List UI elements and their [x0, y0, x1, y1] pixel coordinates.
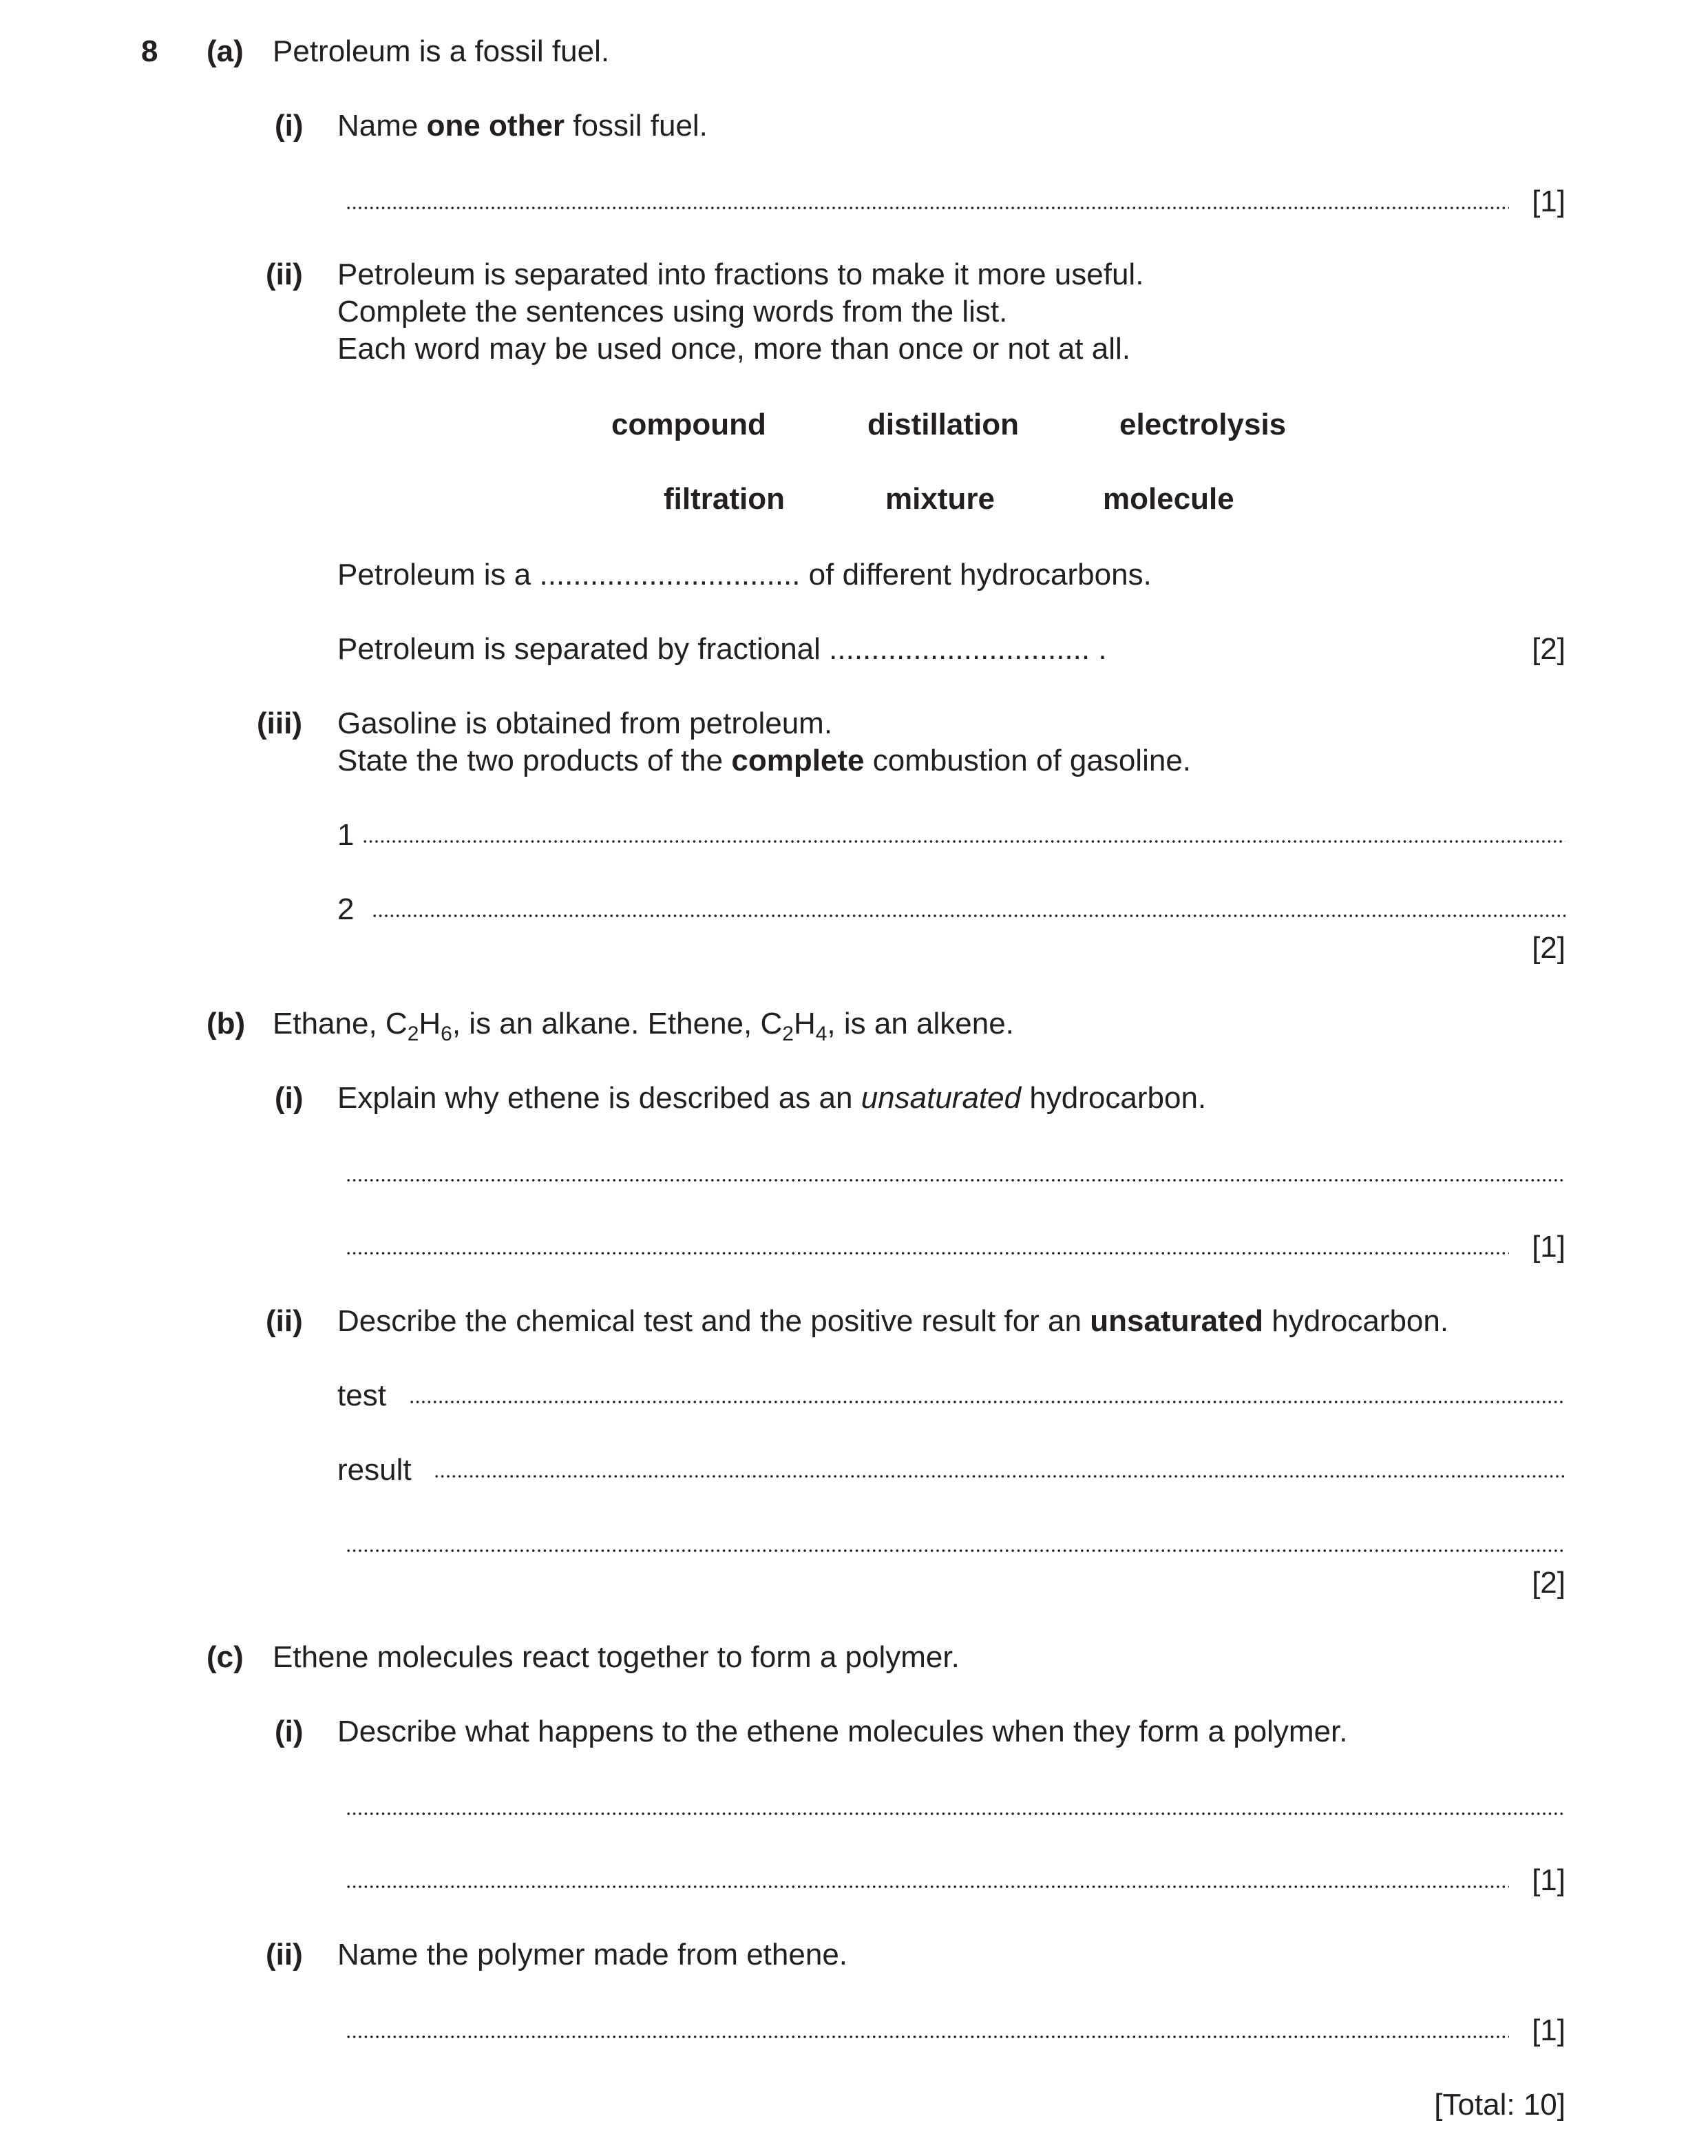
- word-distillation: distillation: [867, 408, 1019, 441]
- answer-line-test[interactable]: [409, 1399, 1565, 1405]
- answer-line-c-i-2[interactable]: [346, 1884, 1509, 1890]
- part-a-i-label: (i): [275, 109, 304, 143]
- part-a-stem: Petroleum is a fossil fuel.: [273, 34, 610, 68]
- part-b-ii-question: Describe the chemical test and the positive result for an unsaturated hydrocarbon.: [337, 1304, 1449, 1338]
- part-a-iii-line2: State the two products of the complete combustion of gasoline.: [337, 744, 1192, 777]
- mark-b-ii: [2]: [1532, 1566, 1565, 1600]
- part-c-stem: Ethene molecules react together to form a polymer.: [273, 1640, 960, 1674]
- mark-c-ii: [1]: [1532, 2013, 1565, 2047]
- word-filtration: filtration: [664, 482, 785, 516]
- part-b-ii-label: (ii): [266, 1304, 303, 1338]
- part-a-ii-label: (ii): [266, 258, 303, 291]
- part-a-i-question: Name one other fossil fuel.: [337, 109, 708, 143]
- answer-line-c-ii[interactable]: [346, 2034, 1509, 2040]
- part-a-label: (a): [207, 34, 244, 68]
- test-label: test: [337, 1379, 386, 1412]
- total-marks: [Total: 10]: [1434, 2088, 1565, 2122]
- mark-a-iii: [2]: [1532, 931, 1565, 965]
- word-electrolysis: electrolysis: [1119, 408, 1287, 441]
- part-a-ii-line2: Complete the sentences using words from the list.: [337, 295, 1008, 328]
- part-b-stem: Ethane, $C_2H_6$, is an alkane. Ethene, $C_2H_4$, is an alkene.: [273, 1007, 1014, 1045]
- part-b-i-label: (i): [275, 1081, 304, 1115]
- question-number: 8: [141, 34, 158, 68]
- answer-line-a-iii-2[interactable]: [372, 913, 1565, 919]
- word-compound: compound: [611, 408, 766, 441]
- part-b-label: (b): [207, 1007, 246, 1040]
- answer-line-b-i-2[interactable]: [346, 1250, 1509, 1256]
- blank-2[interactable]: ............................... .: [829, 632, 1107, 666]
- part-b-i-question: Explain why ethene is described as an unsaturated hydrocarbon.: [337, 1081, 1207, 1115]
- part-a-ii-line1: Petroleum is separated into fractions to make it more useful.: [337, 258, 1144, 291]
- result-label: result: [337, 1453, 412, 1487]
- mark-a-ii: [2]: [1532, 632, 1565, 666]
- sentence-2: Petroleum is separated by fractional ............................... .: [337, 632, 1107, 666]
- word-molecule: molecule: [1103, 482, 1234, 516]
- blank-1[interactable]: ...............................: [539, 558, 801, 592]
- answer-number-2: 2: [337, 892, 355, 926]
- mark-a-i: [1]: [1532, 185, 1565, 218]
- part-c-ii-question: Name the polymer made from ethene.: [337, 1938, 848, 1971]
- mark-c-i: [1]: [1532, 1863, 1565, 1897]
- part-a-iii-label: (iii): [257, 707, 302, 740]
- answer-line-a-i[interactable]: [346, 205, 1509, 211]
- mark-b-i: [1]: [1532, 1230, 1565, 1264]
- answer-line-b-i-1[interactable]: [346, 1178, 1565, 1183]
- answer-line-result-1[interactable]: [434, 1474, 1565, 1479]
- answer-line-result-2[interactable]: [346, 1548, 1565, 1553]
- answer-line-c-i-1[interactable]: [346, 1811, 1565, 1817]
- part-c-ii-label: (ii): [266, 1938, 303, 1971]
- part-c-i-label: (i): [275, 1715, 304, 1748]
- part-a-iii-line1: Gasoline is obtained from petroleum.: [337, 707, 833, 740]
- part-a-ii-line3: Each word may be used once, more than once or not at all.: [337, 332, 1130, 366]
- answer-number-1: 1: [337, 818, 355, 852]
- part-c-i-question: Describe what happens to the ethene molecules when they form a polymer.: [337, 1715, 1348, 1748]
- word-mixture: mixture: [885, 482, 995, 516]
- answer-line-a-iii-1[interactable]: [362, 839, 1565, 844]
- sentence-1: Petroleum is a ............................... of different hydrocarbons.: [337, 558, 1152, 592]
- part-c-label: (c): [207, 1640, 244, 1674]
